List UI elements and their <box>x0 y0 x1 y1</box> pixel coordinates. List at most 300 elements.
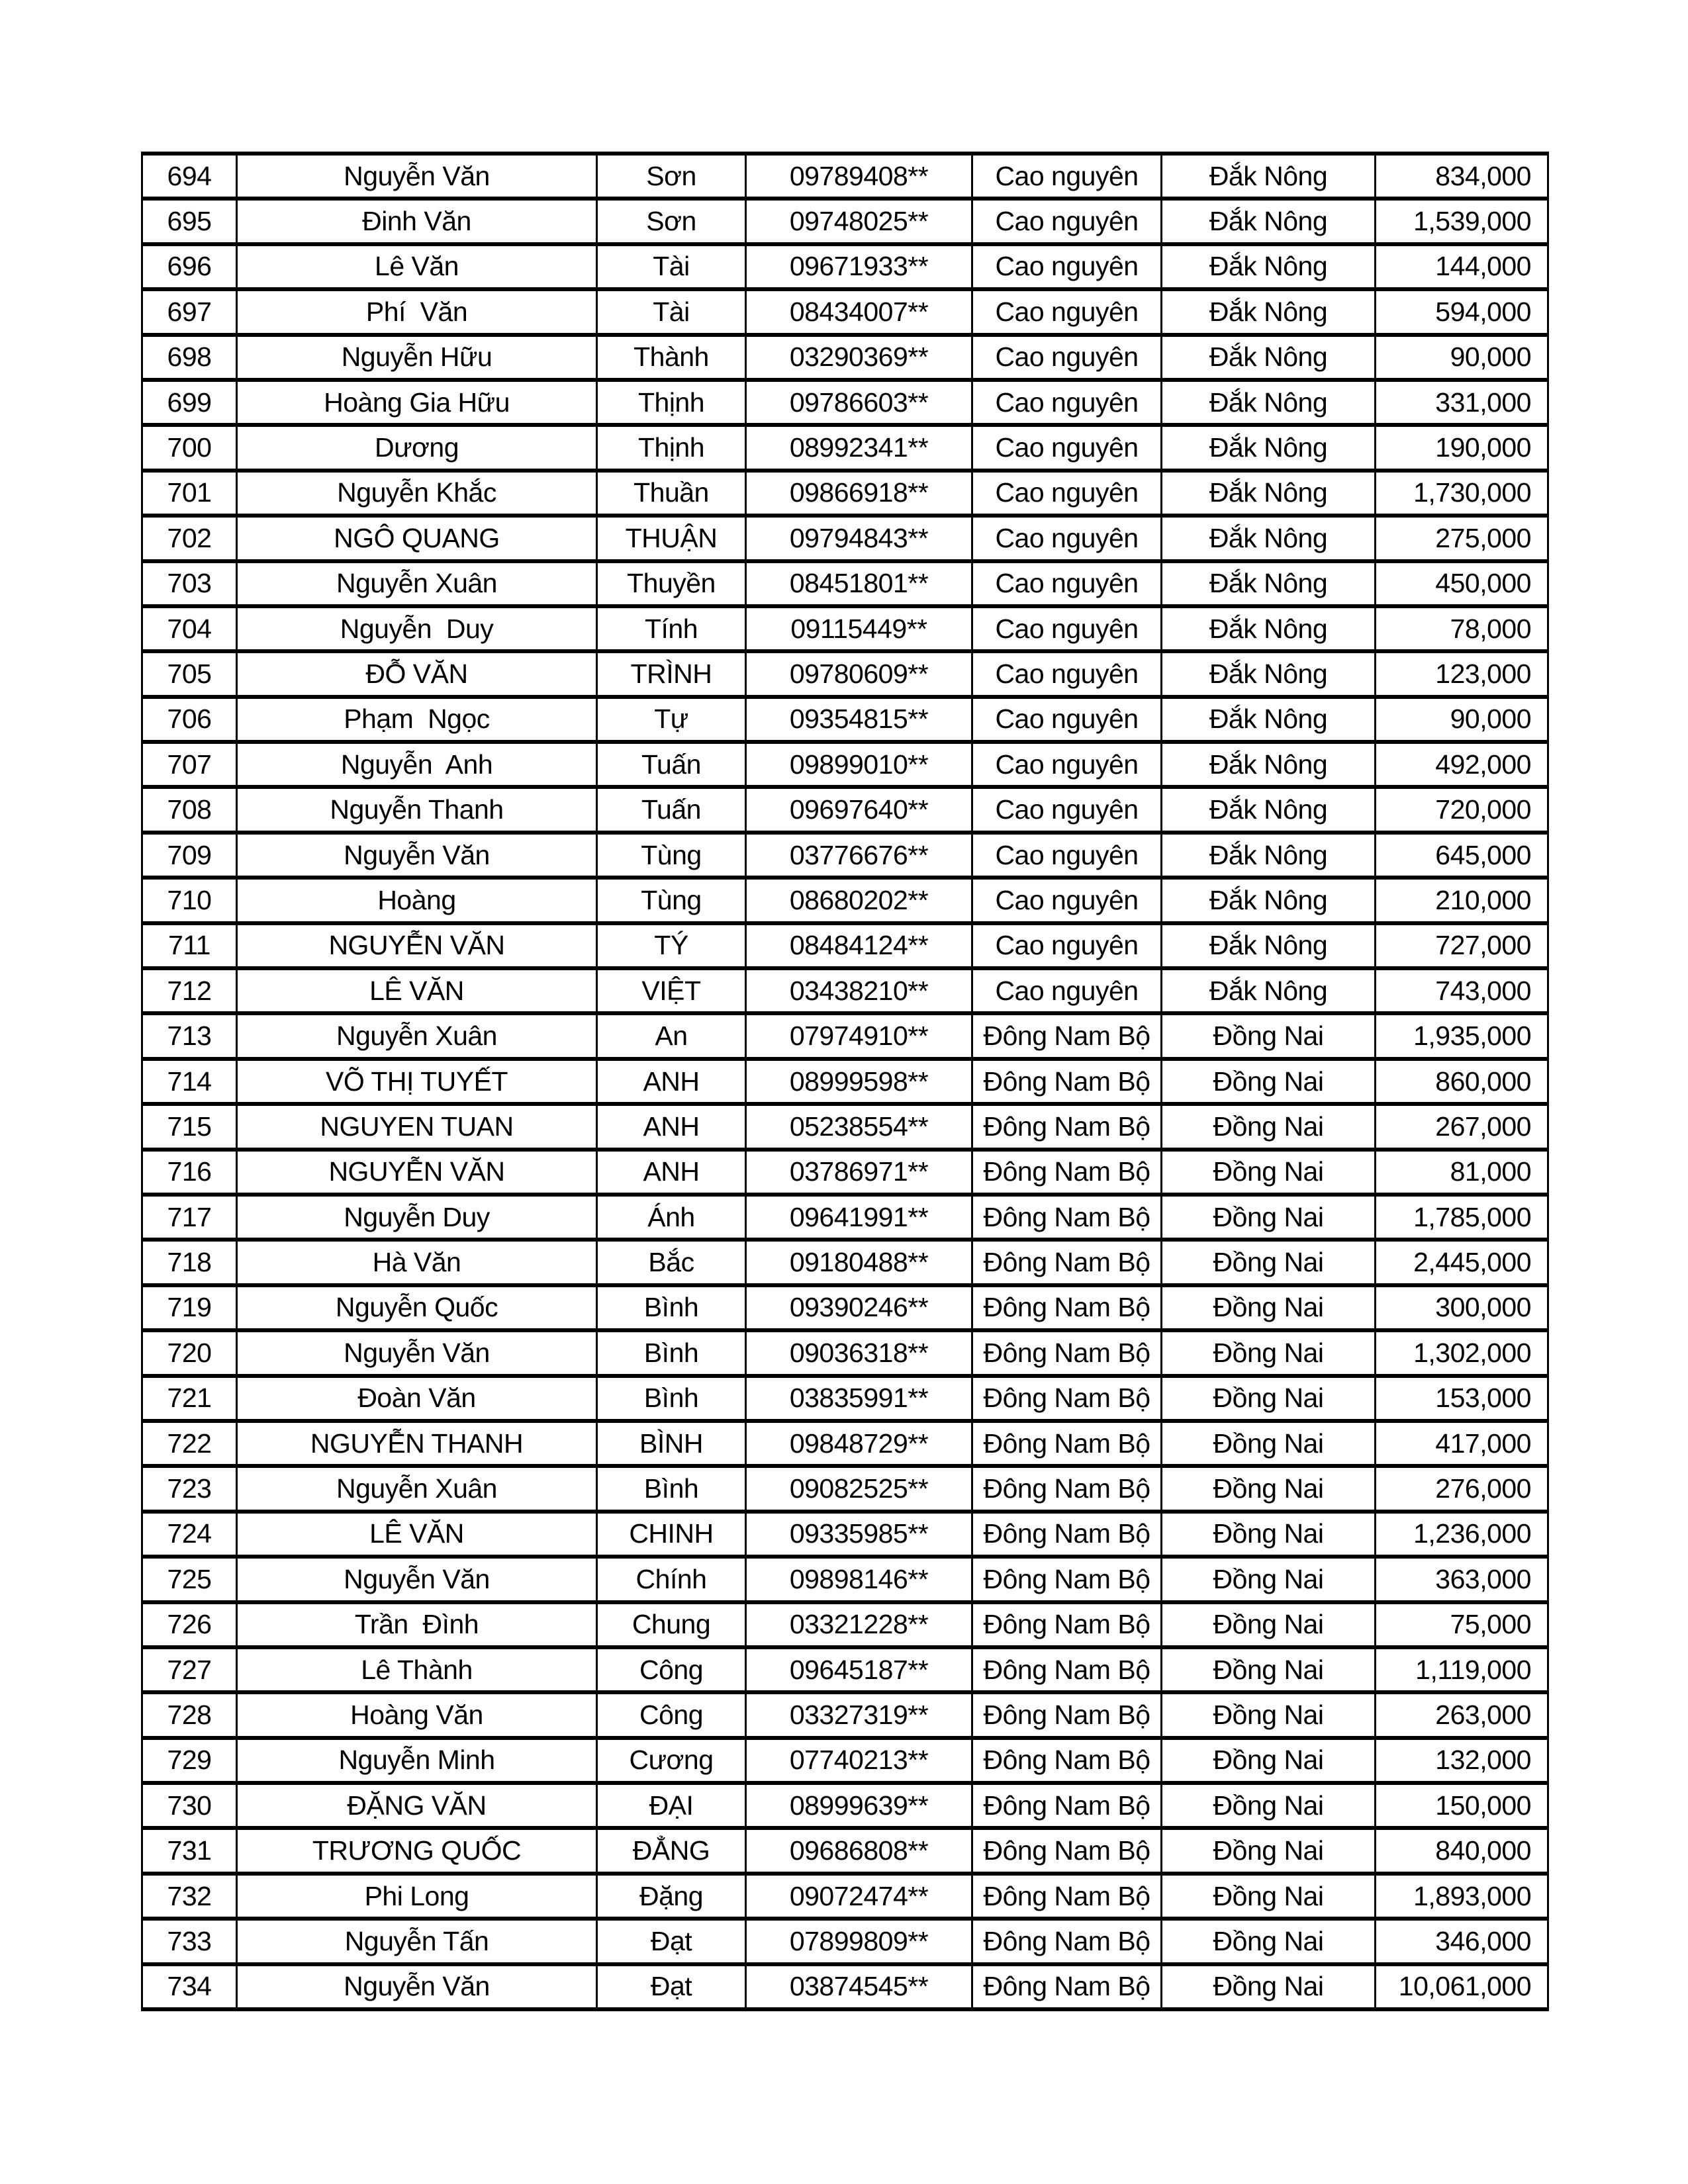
cell-index: 698 <box>142 335 237 380</box>
cell-province: Đồng Nai <box>1162 1557 1376 1602</box>
cell-amount: 1,935,000 <box>1376 1013 1548 1058</box>
cell-amount: 144,000 <box>1376 244 1548 289</box>
cell-family-middle-name: Đinh Văn <box>237 199 597 244</box>
cell-given-name: ANH <box>597 1104 746 1149</box>
cell-amount: 150,000 <box>1376 1783 1548 1828</box>
cell-given-name: Tùng <box>597 878 746 923</box>
cell-phone-masked: 08434007** <box>746 289 972 334</box>
cell-province: Đắk Nông <box>1162 742 1376 787</box>
cell-family-middle-name: Hoàng Văn <box>237 1692 597 1737</box>
cell-family-middle-name: NGUYỄN THANH <box>237 1421 597 1466</box>
cell-amount: 1,236,000 <box>1376 1512 1548 1557</box>
cell-region: Cao nguyên <box>972 697 1162 742</box>
cell-phone-masked: 03327319** <box>746 1692 972 1737</box>
cell-given-name: Tuấn <box>597 787 746 832</box>
cell-index: 730 <box>142 1783 237 1828</box>
cell-given-name: Tài <box>597 244 746 289</box>
cell-index: 720 <box>142 1330 237 1375</box>
cell-family-middle-name: NGÔ QUANG <box>237 516 597 561</box>
cell-region: Đông Nam Bộ <box>972 1738 1162 1783</box>
cell-province: Đắk Nông <box>1162 425 1376 470</box>
cell-family-middle-name: Dương <box>237 425 597 470</box>
table-row <box>142 1150 1548 1195</box>
cell-phone-masked: 03321228** <box>746 1602 972 1647</box>
table-row <box>142 1783 1548 1828</box>
cell-amount: 210,000 <box>1376 878 1548 923</box>
cell-amount: 645,000 <box>1376 833 1548 878</box>
cell-given-name: THUẬN <box>597 516 746 561</box>
cell-family-middle-name: Hoàng <box>237 878 597 923</box>
table-row <box>142 1376 1548 1421</box>
cell-phone-masked: 09866918** <box>746 471 972 516</box>
cell-province: Đồng Nai <box>1162 1240 1376 1285</box>
cell-phone-masked: 09848729** <box>746 1421 972 1466</box>
cell-family-middle-name: Nguyễn Văn <box>237 1964 597 2009</box>
cell-family-middle-name: Nguyễn Văn <box>237 154 597 199</box>
cell-phone-masked: 09686808** <box>746 1828 972 1873</box>
cell-region: Đông Nam Bộ <box>972 1150 1162 1195</box>
cell-given-name: TÝ <box>597 923 746 968</box>
cell-index: 711 <box>142 923 237 968</box>
cell-region: Đông Nam Bộ <box>972 1421 1162 1466</box>
cell-region: Cao nguyên <box>972 380 1162 425</box>
cell-region: Đông Nam Bộ <box>972 1512 1162 1557</box>
table-row <box>142 878 1548 923</box>
cell-index: 717 <box>142 1195 237 1240</box>
cell-family-middle-name: ĐỖ VĂN <box>237 651 597 696</box>
cell-phone-masked: 09390246** <box>746 1285 972 1330</box>
cell-given-name: ANH <box>597 1059 746 1104</box>
cell-amount: 840,000 <box>1376 1828 1548 1873</box>
cell-phone-masked: 09794843** <box>746 516 972 561</box>
cell-given-name: Thuyền <box>597 561 746 606</box>
cell-index: 709 <box>142 833 237 878</box>
cell-family-middle-name: Nguyễn Xuân <box>237 1466 597 1511</box>
cell-given-name: Bình <box>597 1466 746 1511</box>
table-row <box>142 1104 1548 1149</box>
cell-region: Cao nguyên <box>972 787 1162 832</box>
cell-index: 713 <box>142 1013 237 1058</box>
cell-given-name: VIỆT <box>597 968 746 1013</box>
cell-region: Đông Nam Bộ <box>972 1376 1162 1421</box>
cell-province: Đồng Nai <box>1162 1602 1376 1647</box>
cell-index: 718 <box>142 1240 237 1285</box>
cell-phone-masked: 07740213** <box>746 1738 972 1783</box>
table-row <box>142 1285 1548 1330</box>
cell-amount: 90,000 <box>1376 335 1548 380</box>
cell-amount: 1,119,000 <box>1376 1647 1548 1692</box>
cell-index: 732 <box>142 1874 237 1919</box>
cell-region: Đông Nam Bộ <box>972 1104 1162 1149</box>
cell-region: Cao nguyên <box>972 651 1162 696</box>
cell-phone-masked: 03835991** <box>746 1376 972 1421</box>
cell-province: Đồng Nai <box>1162 1376 1376 1421</box>
cell-given-name: Tính <box>597 606 746 651</box>
cell-family-middle-name: Hà Văn <box>237 1240 597 1285</box>
cell-amount: 1,730,000 <box>1376 471 1548 516</box>
cell-province: Đắk Nông <box>1162 561 1376 606</box>
cell-family-middle-name: LÊ VĂN <box>237 968 597 1013</box>
cell-province: Đồng Nai <box>1162 1330 1376 1375</box>
table-body <box>142 154 1548 2009</box>
cell-province: Đắk Nông <box>1162 335 1376 380</box>
cell-given-name: ĐẲNG <box>597 1828 746 1873</box>
cell-province: Đồng Nai <box>1162 1964 1376 2009</box>
cell-amount: 81,000 <box>1376 1150 1548 1195</box>
cell-amount: 123,000 <box>1376 651 1548 696</box>
cell-province: Đắk Nông <box>1162 289 1376 334</box>
cell-family-middle-name: Phạm Ngọc <box>237 697 597 742</box>
cell-index: 712 <box>142 968 237 1013</box>
cell-family-middle-name: LÊ VĂN <box>237 1512 597 1557</box>
table-row <box>142 561 1548 606</box>
cell-index: 705 <box>142 651 237 696</box>
cell-amount: 132,000 <box>1376 1738 1548 1783</box>
cell-phone-masked: 03290369** <box>746 335 972 380</box>
cell-amount: 594,000 <box>1376 289 1548 334</box>
cell-amount: 1,785,000 <box>1376 1195 1548 1240</box>
cell-region: Đông Nam Bộ <box>972 1013 1162 1058</box>
cell-phone-masked: 03438210** <box>746 968 972 1013</box>
cell-index: 733 <box>142 1919 237 1964</box>
cell-phone-masked: 08680202** <box>746 878 972 923</box>
cell-region: Cao nguyên <box>972 923 1162 968</box>
cell-family-middle-name: Nguyễn Văn <box>237 1330 597 1375</box>
cell-given-name: Ánh <box>597 1195 746 1240</box>
cell-phone-masked: 08992341** <box>746 425 972 470</box>
table-row <box>142 244 1548 289</box>
cell-amount: 331,000 <box>1376 380 1548 425</box>
cell-family-middle-name: Nguyễn Tấn <box>237 1919 597 1964</box>
cell-region: Cao nguyên <box>972 833 1162 878</box>
cell-amount: 1,893,000 <box>1376 1874 1548 1919</box>
cell-amount: 1,302,000 <box>1376 1330 1548 1375</box>
cell-index: 723 <box>142 1466 237 1511</box>
cell-province: Đồng Nai <box>1162 1738 1376 1783</box>
cell-given-name: Cương <box>597 1738 746 1783</box>
cell-phone-masked: 09335985** <box>746 1512 972 1557</box>
cell-family-middle-name: NGUYỄN VĂN <box>237 923 597 968</box>
cell-family-middle-name: Nguyễn Quốc <box>237 1285 597 1330</box>
cell-province: Đắk Nông <box>1162 833 1376 878</box>
cell-amount: 346,000 <box>1376 1919 1548 1964</box>
cell-province: Đồng Nai <box>1162 1919 1376 1964</box>
cell-index: 724 <box>142 1512 237 1557</box>
table-row <box>142 1964 1548 2009</box>
cell-amount: 75,000 <box>1376 1602 1548 1647</box>
table-row <box>142 1647 1548 1692</box>
cell-given-name: Công <box>597 1647 746 1692</box>
cell-province: Đắk Nông <box>1162 244 1376 289</box>
table-row <box>142 1059 1548 1104</box>
cell-phone-masked: 08999639** <box>746 1783 972 1828</box>
cell-province: Đắk Nông <box>1162 787 1376 832</box>
table-row <box>142 1195 1548 1240</box>
cell-family-middle-name: Nguyễn Anh <box>237 742 597 787</box>
cell-family-middle-name: Hoàng Gia Hữu <box>237 380 597 425</box>
cell-phone-masked: 09748025** <box>746 199 972 244</box>
cell-family-middle-name: Nguyễn Minh <box>237 1738 597 1783</box>
cell-family-middle-name: Nguyễn Hữu <box>237 335 597 380</box>
cell-index: 706 <box>142 697 237 742</box>
cell-index: 697 <box>142 289 237 334</box>
cell-index: 726 <box>142 1602 237 1647</box>
cell-index: 704 <box>142 606 237 651</box>
table-row <box>142 1557 1548 1602</box>
cell-phone-masked: 09786603** <box>746 380 972 425</box>
cell-amount: 275,000 <box>1376 516 1548 561</box>
cell-phone-masked: 09115449** <box>746 606 972 651</box>
cell-phone-masked: 08484124** <box>746 923 972 968</box>
table-row <box>142 1512 1548 1557</box>
cell-family-middle-name: Lê Thành <box>237 1647 597 1692</box>
cell-phone-masked: 09072474** <box>746 1874 972 1919</box>
cell-province: Đồng Nai <box>1162 1059 1376 1104</box>
cell-province: Đắk Nông <box>1162 651 1376 696</box>
cell-region: Đông Nam Bộ <box>972 1059 1162 1104</box>
cell-index: 703 <box>142 561 237 606</box>
cell-phone-masked: 09082525** <box>746 1466 972 1511</box>
cell-amount: 727,000 <box>1376 923 1548 968</box>
cell-phone-masked: 09789408** <box>746 154 972 199</box>
cell-phone-masked: 09899010** <box>746 742 972 787</box>
cell-region: Đông Nam Bộ <box>972 1195 1162 1240</box>
cell-family-middle-name: VÕ THỊ TUYẾT <box>237 1059 597 1104</box>
cell-given-name: Đạt <box>597 1964 746 2009</box>
cell-province: Đồng Nai <box>1162 1195 1376 1240</box>
cell-index: 700 <box>142 425 237 470</box>
cell-given-name: Bình <box>597 1330 746 1375</box>
cell-region: Cao nguyên <box>972 561 1162 606</box>
cell-given-name: Tuấn <box>597 742 746 787</box>
cell-phone-masked: 09645187** <box>746 1647 972 1692</box>
cell-phone-masked: 09036318** <box>746 1330 972 1375</box>
cell-amount: 2,445,000 <box>1376 1240 1548 1285</box>
cell-province: Đồng Nai <box>1162 1692 1376 1737</box>
cell-family-middle-name: Phi Long <box>237 1874 597 1919</box>
cell-amount: 450,000 <box>1376 561 1548 606</box>
table-row <box>142 742 1548 787</box>
cell-given-name: Tài <box>597 289 746 334</box>
table-row <box>142 606 1548 651</box>
cell-index: 716 <box>142 1150 237 1195</box>
cell-region: Đông Nam Bộ <box>972 1828 1162 1873</box>
cell-region: Cao nguyên <box>972 471 1162 516</box>
table-row <box>142 199 1548 244</box>
cell-index: 694 <box>142 154 237 199</box>
cell-index: 695 <box>142 199 237 244</box>
cell-family-middle-name: ĐẶNG VĂN <box>237 1783 597 1828</box>
cell-amount: 190,000 <box>1376 425 1548 470</box>
table-row <box>142 697 1548 742</box>
cell-phone-masked: 07899809** <box>746 1919 972 1964</box>
cell-index: 710 <box>142 878 237 923</box>
cell-given-name: Chung <box>597 1602 746 1647</box>
cell-phone-masked: 07974910** <box>746 1013 972 1058</box>
cell-given-name: TRÌNH <box>597 651 746 696</box>
cell-family-middle-name: Nguyễn Duy <box>237 606 597 651</box>
cell-province: Đắk Nông <box>1162 516 1376 561</box>
cell-amount: 1,539,000 <box>1376 199 1548 244</box>
cell-province: Đồng Nai <box>1162 1874 1376 1919</box>
cell-phone-masked: 09697640** <box>746 787 972 832</box>
cell-province: Đắk Nông <box>1162 606 1376 651</box>
cell-phone-masked: 09671933** <box>746 244 972 289</box>
cell-amount: 263,000 <box>1376 1692 1548 1737</box>
cell-phone-masked: 09641991** <box>746 1195 972 1240</box>
cell-province: Đắk Nông <box>1162 923 1376 968</box>
cell-province: Đồng Nai <box>1162 1466 1376 1511</box>
table-row <box>142 651 1548 696</box>
cell-region: Cao nguyên <box>972 516 1162 561</box>
cell-province: Đắk Nông <box>1162 471 1376 516</box>
cell-amount: 276,000 <box>1376 1466 1548 1511</box>
cell-index: 731 <box>142 1828 237 1873</box>
cell-province: Đắk Nông <box>1162 697 1376 742</box>
cell-region: Đông Nam Bộ <box>972 1330 1162 1375</box>
cell-given-name: Bình <box>597 1376 746 1421</box>
cell-index: 729 <box>142 1738 237 1783</box>
table-row <box>142 1738 1548 1783</box>
cell-family-middle-name: Phí Văn <box>237 289 597 334</box>
cell-given-name: ĐẠI <box>597 1783 746 1828</box>
table-row <box>142 923 1548 968</box>
cell-region: Cao nguyên <box>972 335 1162 380</box>
cell-region: Cao nguyên <box>972 199 1162 244</box>
cell-amount: 153,000 <box>1376 1376 1548 1421</box>
cell-family-middle-name: Nguyễn Khắc <box>237 471 597 516</box>
table-row <box>142 154 1548 199</box>
cell-phone-masked: 09180488** <box>746 1240 972 1285</box>
table-row <box>142 1330 1548 1375</box>
cell-region: Cao nguyên <box>972 878 1162 923</box>
cell-family-middle-name: Nguyễn Văn <box>237 833 597 878</box>
cell-given-name: Tùng <box>597 833 746 878</box>
cell-index: 702 <box>142 516 237 561</box>
cell-family-middle-name: Trần Đình <box>237 1602 597 1647</box>
cell-given-name: Sơn <box>597 199 746 244</box>
cell-amount: 10,061,000 <box>1376 1964 1548 2009</box>
table-row <box>142 1919 1548 1964</box>
cell-phone-masked: 03874545** <box>746 1964 972 2009</box>
cell-index: 727 <box>142 1647 237 1692</box>
cell-phone-masked: 08451801** <box>746 561 972 606</box>
cell-province: Đồng Nai <box>1162 1828 1376 1873</box>
cell-given-name: Tự <box>597 697 746 742</box>
cell-region: Đông Nam Bộ <box>972 1692 1162 1737</box>
cell-family-middle-name: Lê Văn <box>237 244 597 289</box>
cell-family-middle-name: Đoàn Văn <box>237 1376 597 1421</box>
table-row <box>142 833 1548 878</box>
cell-family-middle-name: NGUYỄN VĂN <box>237 1150 597 1195</box>
cell-family-middle-name: Nguyễn Thanh <box>237 787 597 832</box>
cell-index: 719 <box>142 1285 237 1330</box>
cell-province: Đồng Nai <box>1162 1647 1376 1692</box>
cell-index: 725 <box>142 1557 237 1602</box>
table-row <box>142 968 1548 1013</box>
table-row <box>142 471 1548 516</box>
cell-amount: 720,000 <box>1376 787 1548 832</box>
cell-province: Đồng Nai <box>1162 1285 1376 1330</box>
cell-family-middle-name: Nguyễn Duy <box>237 1195 597 1240</box>
cell-given-name: Bình <box>597 1285 746 1330</box>
cell-index: 728 <box>142 1692 237 1737</box>
cell-family-middle-name: NGUYEN TUAN <box>237 1104 597 1149</box>
cell-region: Đông Nam Bộ <box>972 1285 1162 1330</box>
cell-given-name: Bắc <box>597 1240 746 1285</box>
cell-phone-masked: 05238554** <box>746 1104 972 1149</box>
cell-given-name: ANH <box>597 1150 746 1195</box>
cell-region: Đông Nam Bộ <box>972 1783 1162 1828</box>
cell-province: Đồng Nai <box>1162 1512 1376 1557</box>
cell-given-name: BÌNH <box>597 1421 746 1466</box>
cell-given-name: An <box>597 1013 746 1058</box>
cell-province: Đồng Nai <box>1162 1783 1376 1828</box>
table-row <box>142 787 1548 832</box>
cell-given-name: CHINH <box>597 1512 746 1557</box>
table-row <box>142 289 1548 334</box>
cell-family-middle-name: Nguyễn Xuân <box>237 1013 597 1058</box>
table-row <box>142 1692 1548 1737</box>
table-row <box>142 1013 1548 1058</box>
table-row <box>142 1828 1548 1873</box>
cell-phone-masked: 09780609** <box>746 651 972 696</box>
cell-region: Đông Nam Bộ <box>972 1240 1162 1285</box>
cell-family-middle-name: TRƯƠNG QUỐC <box>237 1828 597 1873</box>
cell-region: Đông Nam Bộ <box>972 1602 1162 1647</box>
table-row <box>142 1874 1548 1919</box>
cell-given-name: Chính <box>597 1557 746 1602</box>
cell-region: Đông Nam Bộ <box>972 1647 1162 1692</box>
cell-region: Cao nguyên <box>972 289 1162 334</box>
cell-province: Đồng Nai <box>1162 1150 1376 1195</box>
table-row <box>142 1466 1548 1511</box>
cell-province: Đắk Nông <box>1162 199 1376 244</box>
table-row <box>142 380 1548 425</box>
cell-index: 715 <box>142 1104 237 1149</box>
cell-family-middle-name: Nguyễn Văn <box>237 1557 597 1602</box>
cell-index: 721 <box>142 1376 237 1421</box>
table-row <box>142 425 1548 470</box>
cell-province: Đồng Nai <box>1162 1104 1376 1149</box>
cell-amount: 90,000 <box>1376 697 1548 742</box>
cell-province: Đắk Nông <box>1162 154 1376 199</box>
cell-given-name: Thịnh <box>597 425 746 470</box>
cell-region: Cao nguyên <box>972 425 1162 470</box>
cell-given-name: Thành <box>597 335 746 380</box>
cell-index: 734 <box>142 1964 237 2009</box>
cell-region: Đông Nam Bộ <box>972 1874 1162 1919</box>
cell-amount: 743,000 <box>1376 968 1548 1013</box>
cell-region: Cao nguyên <box>972 244 1162 289</box>
cell-region: Đông Nam Bộ <box>972 1964 1162 2009</box>
cell-family-middle-name: Nguyễn Xuân <box>237 561 597 606</box>
cell-index: 722 <box>142 1421 237 1466</box>
cell-given-name: Công <box>597 1692 746 1737</box>
cell-given-name: Đạt <box>597 1919 746 1964</box>
table-row <box>142 1602 1548 1647</box>
table-row <box>142 516 1548 561</box>
cell-given-name: Thuần <box>597 471 746 516</box>
cell-given-name: Thịnh <box>597 380 746 425</box>
cell-province: Đắk Nông <box>1162 878 1376 923</box>
table-row <box>142 1240 1548 1285</box>
cell-given-name: Đặng <box>597 1874 746 1919</box>
cell-phone-masked: 09354815** <box>746 697 972 742</box>
cell-phone-masked: 08999598** <box>746 1059 972 1104</box>
recipient-list-table <box>141 152 1549 2011</box>
cell-phone-masked: 03776676** <box>746 833 972 878</box>
